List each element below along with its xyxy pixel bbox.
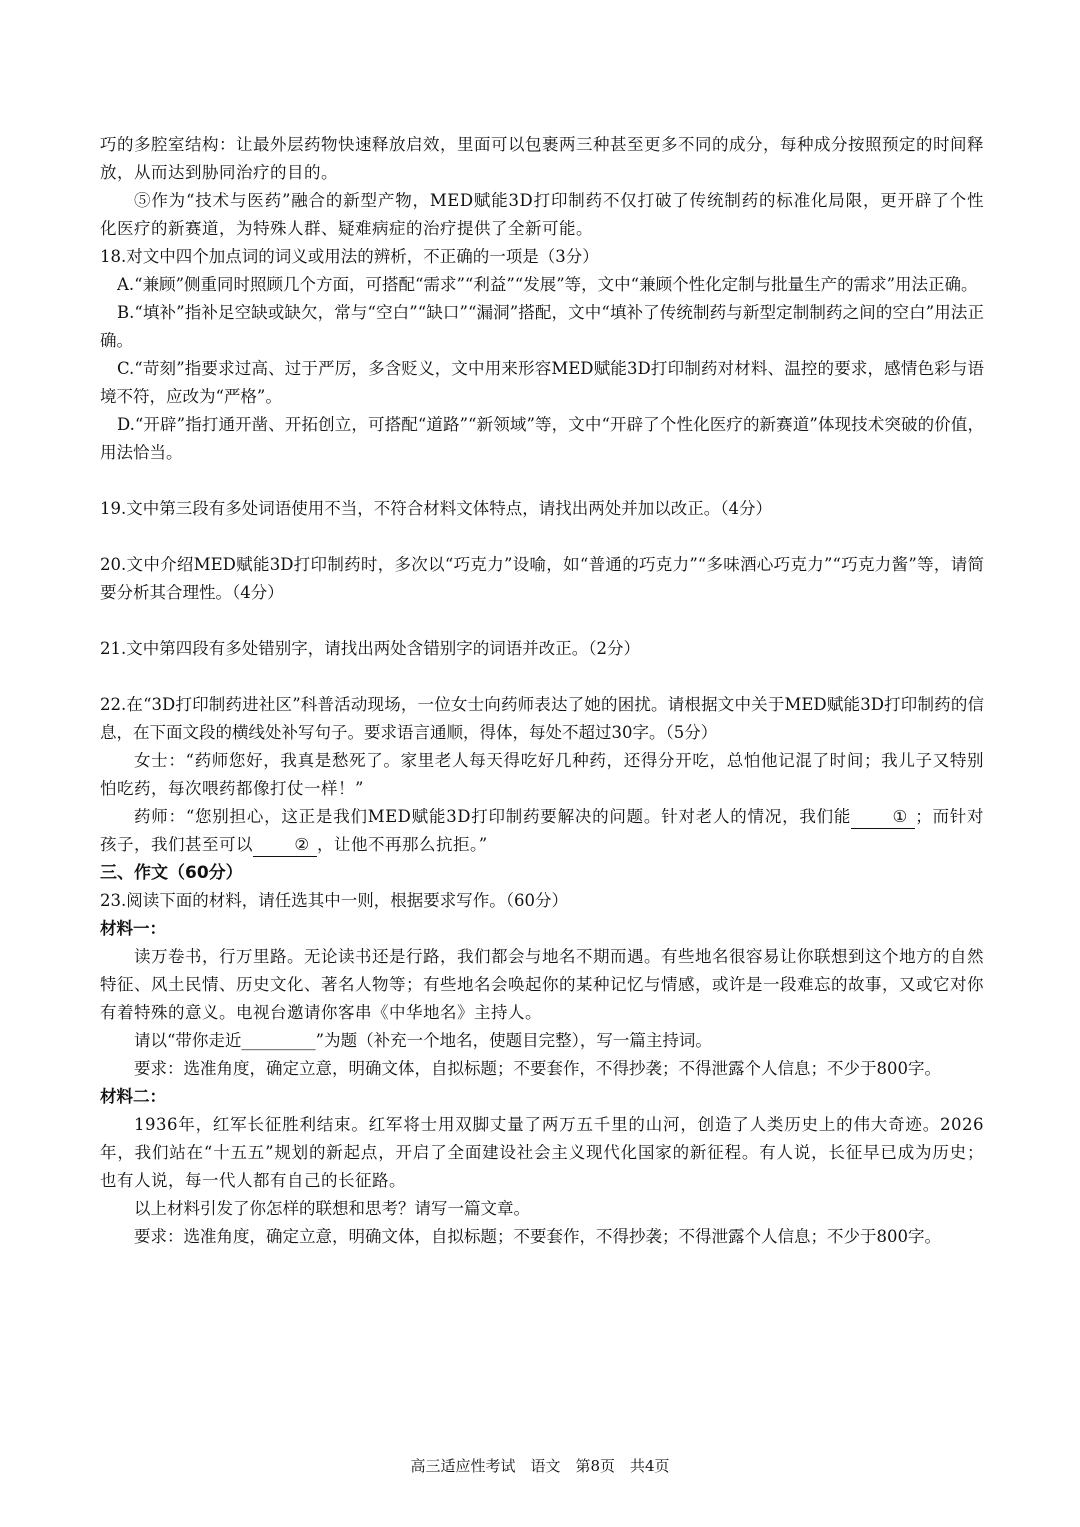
page-footer: 高三适应性考试 语文 第8页 共4页 bbox=[410, 1457, 670, 1475]
pharmacist-text-b: ；而针对孩子，我们甚至可以 bbox=[100, 807, 985, 854]
question-20: 20.文中介绍MED赋能3D打印制药时，多次以“巧克力”设喻，如“普通的巧克力”“多味酒心巧克力”“巧克力酱”等，请简要分析其合理性。（4分） bbox=[100, 555, 984, 602]
material-1-requirements: 要求：选准角度，确定立意，明确文体，自拟标题；不要套作，不得抄袭；不得泄露个人信息；不少于800字。 bbox=[134, 1059, 941, 1078]
material-1-text: 读万卷书，行万里路。无论读书还是行路，我们都会与地名不期而遇。有些地名很容易让你联想到这个地方的自然特征、风土民情、历史文化、著名人物等；有些地名会唤起你的某种记忆与情感，或许是一段难忘的故事，又或它对你有着特殊的意义。电视台邀请你客串《中华地名》主持人。 bbox=[100, 947, 984, 1022]
question-21: 21.文中第四段有多处错别字，请找出两处含错别字的词语并改正。（2分） bbox=[100, 639, 640, 658]
answer-blank-1[interactable]: ① bbox=[851, 806, 915, 829]
composition-section-title: 三、作文（60分） bbox=[100, 863, 243, 883]
question-18-option-c: C.“苛刻”指要求过高、过于严厉，多含贬义，文中用来形容MED赋能3D打印制药对材料、温控的要求，感情色彩与语境不符，应改为“严格”。 bbox=[100, 359, 984, 406]
material-1-task: 请以“带你走近_________”为题（补充一个地名，使题目完整），写一篇主持词。 bbox=[134, 1031, 712, 1050]
material-1-label: 材料一： bbox=[100, 919, 166, 938]
material-2-label: 材料二： bbox=[100, 1087, 166, 1106]
question-19: 19.文中第三段有多处词语使用不当，不符合材料文体特点，请找出两处并加以改正。（4分） bbox=[100, 499, 772, 518]
passage-continuation: 巧的多腔室结构：让最外层药物快速释放启效，里面可以包裹两三种甚至更多不同的成分，每种成分按照预定的时间释放，从而达到胁同治疗的目的。 bbox=[100, 135, 984, 182]
answer-blank-2[interactable]: ② bbox=[253, 834, 317, 857]
question-23-stem: 23.阅读下面的材料，请任选其中一则，根据要求写作。（60分） bbox=[100, 891, 568, 910]
pharmacist-text-a: 药师：“您别担心，这正是我们MED赋能3D打印制药要解决的问题。针对老人的情况，我们能 bbox=[134, 807, 852, 826]
exam-page-body bbox=[100, 131, 984, 1251]
material-2-requirements: 要求：选准角度，确定立意，明确文体，自拟标题；不要套作，不得抄袭；不得泄露个人信息；不少于800字。 bbox=[134, 1227, 941, 1246]
question-22-stem: 22.在“3D打印制药进社区”科普活动现场，一位女士向药师表达了她的困扰。请根据文中关于MED赋能3D打印制药的信息，在下面文段的横线处补写句子。要求语言通顺，得体，每处不超过30字。（5分） bbox=[100, 695, 984, 742]
pharmacist-text-c: ，让他不再那么抗拒。” bbox=[317, 835, 488, 854]
question-22-lady-dialogue: 女士：“药师您好，我真是愁死了。家里老人每天得吃好几种药，还得分开吃，总怕他记混了时间；我儿子又特别怕吃药，每次喂药都像打仗一样！” bbox=[100, 751, 984, 798]
passage-paragraph-5: ⑤作为“技术与医药”融合的新型产物，MED赋能3D打印制药不仅打破了传统制药的标准化局限，更开辟了个性化医疗的新赛道，为特殊人群、疑难病症的治疗提供了全新可能。 bbox=[100, 191, 984, 238]
question-18-option-a: A.“兼顾”侧重同时照顾几个方面，可搭配“需求”“利益”“发展”等，文中“兼顾个性化定制与批量生产的需求”用法正确。 bbox=[117, 275, 978, 294]
question-18-option-b: B.“填补”指补足空缺或缺欠，常与“空白”“缺口”“漏洞”搭配，文中“填补了传统制药与新型定制制药之间的空白”用法正确。 bbox=[100, 303, 984, 350]
question-22-pharmacist-dialogue bbox=[100, 803, 984, 859]
material-2-text: 1936年，红军长征胜利结束。红军将士用双脚丈量了两万五千里的山河，创造了人类历史上的伟大奇迹。2026年，我们站在“十五五”规划的新起点，开启了全面建设社会主义现代化国家的新征程。有人说，长征早已成为历史；也有人说，每一代人都有自己的长征路。 bbox=[100, 1115, 984, 1190]
material-2-task: 以上材料引发了你怎样的联想和思考？请写一篇文章。 bbox=[134, 1199, 530, 1218]
question-18-stem: 18.对文中四个加点词的词义或用法的辨析，不正确的一项是（3分） bbox=[100, 247, 599, 266]
question-18-option-d: D.“开辟”指打通开凿、开拓创立，可搭配“道路”“新领域”等，文中“开辟了个性化医疗的新赛道”体现技术突破的价值，用法恰当。 bbox=[100, 415, 984, 462]
